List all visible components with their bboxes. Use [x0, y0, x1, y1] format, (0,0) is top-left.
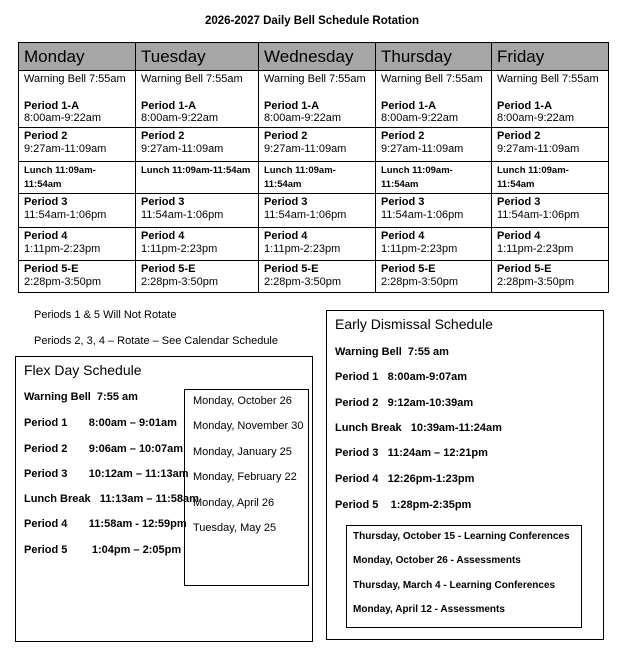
- lunch-time: Lunch 11:09am-11:54am: [264, 165, 336, 190]
- schedule-cell: [492, 261, 609, 293]
- period-time: 1:11pm-2:23pm: [24, 242, 101, 255]
- early-dismissal-title: Early Dismissal Schedule: [335, 316, 493, 332]
- day-header: Tuesday: [136, 43, 259, 71]
- flex-date: Monday, October 26: [193, 395, 292, 407]
- early-line: Lunch Break 10:39am-11:24am: [335, 422, 502, 434]
- period-label: Period 3: [24, 196, 68, 208]
- schedule-cell: [259, 261, 376, 293]
- period-time: 9:27am-11:09am: [141, 142, 224, 155]
- table-row: [19, 228, 609, 261]
- schedule-cell: [19, 71, 136, 128]
- schedule-cell: [19, 228, 136, 261]
- period-time: 1:11pm-2:23pm: [264, 242, 341, 255]
- rotation-note: Periods 1 & 5 Will Not Rotate: [34, 309, 177, 321]
- period-label: Period 3: [264, 196, 308, 208]
- schedule-cell: [136, 128, 259, 162]
- lunch-time: Lunch 11:09am-11:54am: [497, 165, 569, 190]
- flex-date: Tuesday, May 25: [193, 522, 277, 534]
- period-time: 11:54am-1:06pm: [497, 208, 580, 221]
- table-row: [19, 162, 609, 194]
- period-time: 8:00am-9:22am: [381, 112, 459, 124]
- day-header: Monday: [19, 43, 136, 71]
- period-label: Period 5-E: [497, 263, 552, 275]
- schedule-cell: [492, 162, 609, 194]
- period-time: 8:00am-9:22am: [24, 112, 102, 124]
- period-label: Period 1-A: [381, 99, 437, 112]
- schedule-cell: [259, 194, 376, 228]
- period-time: 2:28pm-3:50pm: [381, 275, 459, 288]
- rotation-note: Periods 2, 3, 4 – Rotate – See Calendar Schedule: [34, 335, 278, 347]
- early-line: Period 5 1:28pm-2:35pm: [335, 499, 472, 511]
- period-time: 9:27am-11:09am: [264, 142, 347, 155]
- period-label: Period 2: [381, 130, 425, 142]
- schedule-cell: [259, 71, 376, 128]
- period-time: 11:54am-1:06pm: [381, 208, 464, 221]
- flex-date: Monday, February 22: [193, 471, 297, 483]
- period-label: Period 4: [497, 230, 541, 242]
- schedule-cell: [376, 261, 492, 293]
- period-label: Period 2: [497, 130, 541, 142]
- schedule-cell: [376, 194, 492, 228]
- period-label: Period 5-E: [381, 263, 436, 275]
- schedule-cell: [376, 71, 492, 128]
- schedule-cell: [259, 128, 376, 162]
- page-title: 2026-2027 Daily Bell Schedule Rotation: [204, 15, 420, 27]
- period-label: Period 5-E: [141, 263, 196, 275]
- schedule-cell: [19, 194, 136, 228]
- period-label: Period 5-E: [264, 263, 319, 275]
- schedule-cell: [259, 228, 376, 261]
- flex-date: Monday, April 26: [193, 497, 275, 509]
- flex-dates-box: [184, 389, 309, 586]
- lunch-time: Lunch 11:09am-11:54am: [141, 165, 251, 176]
- period-time: 8:00am-9:22am: [497, 112, 575, 124]
- day-header: Wednesday: [259, 43, 376, 71]
- bell-schedule-table: [18, 42, 609, 293]
- warning-bell: Warning Bell 7:55am: [141, 73, 243, 85]
- day-header: Thursday: [376, 43, 492, 71]
- period-label: Period 1-A: [141, 99, 197, 112]
- lunch-time: Lunch 11:09am-11:54am: [381, 165, 453, 190]
- schedule-cell: [376, 162, 492, 194]
- period-label: Period 1-A: [264, 99, 320, 112]
- schedule-cell: [136, 194, 259, 228]
- schedule-cell: [492, 194, 609, 228]
- table-row: [19, 128, 609, 162]
- early-line: Warning Bell 7:55 am: [335, 346, 449, 358]
- flex-day-box: [15, 356, 313, 642]
- table-row: [19, 71, 609, 128]
- flex-date: Monday, November 30: [193, 420, 304, 432]
- early-date: Monday, April 12 - Assessments: [353, 604, 505, 615]
- period-time: 2:28pm-3:50pm: [24, 275, 102, 288]
- table-row: [19, 194, 609, 228]
- period-label: Period 3: [497, 196, 541, 208]
- early-line: Period 4 12:26pm-1:23pm: [335, 473, 475, 485]
- period-time: 9:27am-11:09am: [381, 142, 464, 155]
- schedule-cell: [492, 71, 609, 128]
- flex-line: Period 2 9:06am – 10:07am: [24, 443, 183, 455]
- period-time: 8:00am-9:22am: [264, 112, 342, 124]
- period-label: Period 4: [141, 230, 185, 242]
- period-time: 9:27am-11:09am: [497, 142, 580, 155]
- flex-line: Period 5 1:04pm – 2:05pm: [24, 544, 182, 556]
- period-label: Period 4: [24, 230, 68, 242]
- schedule-cell: [136, 162, 259, 194]
- early-line: Period 1 8:00am-9:07am: [335, 371, 468, 383]
- period-time: 2:28pm-3:50pm: [264, 275, 342, 288]
- period-label: Period 3: [141, 196, 185, 208]
- period-label: Period 2: [264, 130, 308, 142]
- flex-day-title: Flex Day Schedule: [24, 362, 142, 378]
- day-header-row: [19, 43, 609, 71]
- period-time: 9:27am-11:09am: [24, 142, 107, 155]
- early-line: Period 3 11:24am – 12:21pm: [335, 447, 488, 459]
- early-line: Period 2 9:12am-10:39am: [335, 397, 474, 409]
- flex-line: Warning Bell 7:55 am: [24, 391, 138, 403]
- schedule-cell: [19, 128, 136, 162]
- period-time: 8:00am-9:22am: [141, 112, 219, 124]
- flex-line: Lunch Break 11:13am – 11:58am: [24, 493, 199, 505]
- period-label: Period 1-A: [497, 99, 553, 112]
- schedule-cell: [136, 228, 259, 261]
- period-label: Period 3: [381, 196, 425, 208]
- schedule-cell: [136, 71, 259, 128]
- early-date: Thursday, October 15 - Learning Conferences: [353, 531, 570, 542]
- schedule-cell: [259, 162, 376, 194]
- flex-line: Period 4 11:58am - 12:59pm: [24, 518, 187, 530]
- period-time: 1:11pm-2:23pm: [381, 242, 458, 255]
- schedule-cell: [19, 162, 136, 194]
- schedule-cell: [136, 261, 259, 293]
- schedule-cell: [376, 228, 492, 261]
- period-label: Period 4: [264, 230, 308, 242]
- period-time: 1:11pm-2:23pm: [141, 242, 218, 255]
- schedule-cell: [492, 128, 609, 162]
- period-label: Period 1-A: [24, 99, 80, 112]
- early-date: Monday, October 26 - Assessments: [353, 555, 521, 566]
- flex-line: Period 3 10:12am – 11:13am: [24, 468, 189, 480]
- early-date: Thursday, March 4 - Learning Conferences: [353, 580, 556, 591]
- table-row: [19, 261, 609, 293]
- period-time: 2:28pm-3:50pm: [141, 275, 219, 288]
- period-label: Period 5-E: [24, 263, 79, 275]
- flex-line: Period 1 8:00am – 9:01am: [24, 417, 177, 429]
- period-label: Period 2: [24, 130, 68, 142]
- warning-bell: Warning Bell 7:55am: [24, 73, 126, 85]
- schedule-cell: [376, 128, 492, 162]
- warning-bell: Warning Bell 7:55am: [497, 73, 599, 85]
- schedule-cell: [492, 228, 609, 261]
- period-time: 11:54am-1:06pm: [264, 208, 347, 221]
- period-time: 1:11pm-2:23pm: [497, 242, 574, 255]
- period-time: 11:54am-1:06pm: [141, 208, 224, 221]
- warning-bell: Warning Bell 7:55am: [381, 73, 483, 85]
- day-header: Friday: [492, 43, 609, 71]
- flex-date: Monday, January 25: [193, 446, 292, 458]
- lunch-time: Lunch 11:09am-11:54am: [24, 165, 96, 190]
- schedule-cell: [19, 261, 136, 293]
- warning-bell: Warning Bell 7:55am: [264, 73, 366, 85]
- period-time: 2:28pm-3:50pm: [497, 275, 575, 288]
- early-dates-box: [346, 525, 582, 628]
- early-dismissal-box: [326, 310, 604, 640]
- period-time: 11:54am-1:06pm: [24, 208, 107, 221]
- period-label: Period 2: [141, 130, 185, 142]
- period-label: Period 4: [381, 230, 425, 242]
